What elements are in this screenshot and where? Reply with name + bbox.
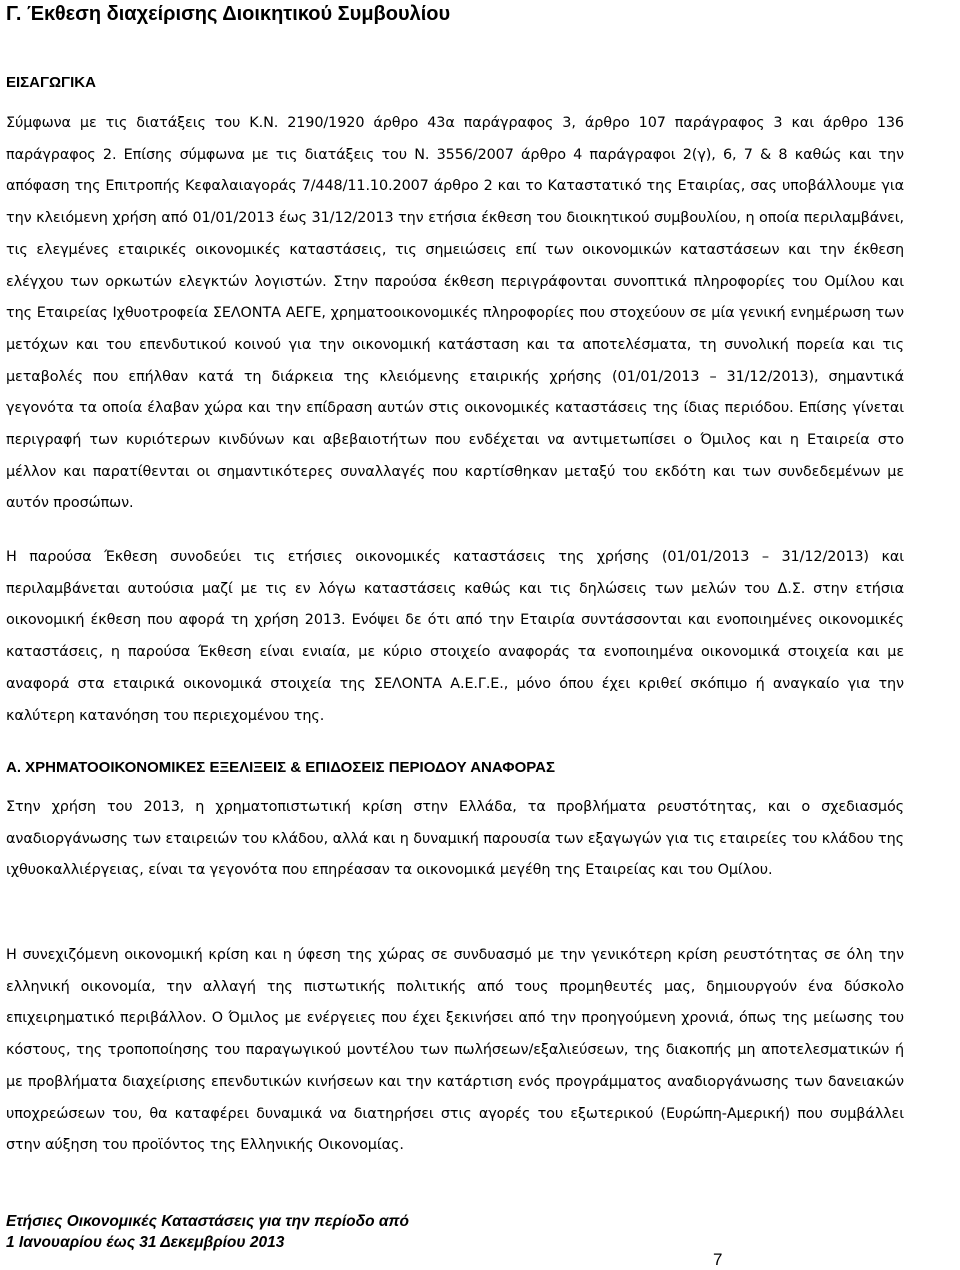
document-title: Γ. Έκθεση διαχείρισης Διοικητικού Συμβουλίου xyxy=(6,3,451,25)
section-a-paragraph-2: Η συνεχιζόμενη οικονομική κρίση και η ύφεση της χώρας σε συνδυασμό με την γενικότερη κρίση ρευστότητας σε όλη την ελληνική οικονομία, την αλλαγή της πιστωτικής πολιτικής από τους προμηθευτές μας, δημιουργούν ένα δύσκολο επιχειρηματικό περιβάλλον. Ο Όμιλος με ενέργειες που έχει ξεκινήσει από την προηγούμενη χρονιά, όπως της μείωσης του κόστους, της τροποποίησης του παραγωγικού μοντέλου των πωλήσεων/εξαλιεύσεων, της διακοπής μη αποτελεσματικών ή με προβλήματα διαχείρισης επενδυτικών κινήσεων και την κατάρτιση ενός προγράμματος αναδιοργάνωσης των δανειακών υποχρεώσεων του, θα καταφέρει δυναμικά να διατηρήσει στις αγορές του εξωτερικού (Ευρώπη-Αμερική) που συμβάλλει στην αύξηση του προϊόντος της Ελληνικής Οικονομίας. xyxy=(6,947,904,1154)
footer-line-2: 1 Ιανουαρίου έως 31 Δεκεμβρίου 2013 xyxy=(6,1234,285,1251)
intro-paragraph-2: Η παρούσα Έκθεση συνοδεύει τις ετήσιες οικονομικές καταστάσεις της χρήσης (01/01/2013 – 31/12/2013) και περιλαμβάνεται αυτούσια μαζί με τις εν λόγω καταστάσεις καθώς και τις δηλώσεις των μελών του Δ.Σ. στην ετήσια οικονομική έκθεση που αφορά τη χρήση 2013. Ενόψει δε ότι από την Εταιρία συντάσσονται και ενοποιημένες οικονομικές καταστάσεις, η παρούσα Έκθεση είναι ενιαία, με κύριο στοιχείο αναφοράς τα ενοποιημένα οικονομικά στοιχεία και με αναφορά στα εταιρικά οικονομικά στοιχεία της ΣΕΛΟΝΤΑ Α.Ε.Γ.Ε., μόνο όπου έχει κριθεί σκόπιμο ή αναγκαίο για την καλύτερη κατανόηση του περιεχομένου της. xyxy=(6,549,904,724)
page-footer xyxy=(6,1211,409,1253)
footer-divider xyxy=(6,1204,416,1205)
page-number: 7 xyxy=(713,1250,723,1269)
section-a-paragraph-1: Στην χρήση του 2013, η χρηματοπιστωτική κρίση στην Ελλάδα, τα προβλήματα ρευστότητας, και ο σχεδιασμός αναδιοργάνωσης των εταιρειών του κλάδου, αλλά και η δυναμική παρουσία των εξαγωγών για τις εταιρείες του κλάδου της ιχθυοκαλλιέργειας, είναι τα γεγονότα που επηρέασαν τα οικονομικά μεγέθη της Εταιρείας και του Ομίλου. xyxy=(6,799,904,879)
intro-heading: ΕΙΣΑΓΩΓΙΚΑ xyxy=(6,74,96,91)
intro-paragraph-1: Σύμφωνα με τις διατάξεις του Κ.Ν. 2190/1920 άρθρο 43α παράγραφος 3, άρθρο 107 παράγραφος 3 και άρθρο 136 παράγραφος 2. Επίσης σύμφωνα με τις διατάξεις του Ν. 3556/2007 άρθρο 4 παράγραφοι 2(γ), 6, 7 & 8 καθώς και την απόφαση της Επιτροπής Κεφαλαιαγοράς 7/448/11.10.2007 άρθρο 2 και το Καταστατικό της Εταιρίας, σας υποβάλλουμε για την κλειόμενη χρήση από 01/01/2013 έως 31/12/2013 την ετήσια έκθεση του διοικητικού συμβουλίου, η οποία περιλαμβάνει, τις ελεγμένες εταιρικές οικονομικές καταστάσεις, τις σημειώσεις επί των οικονομικών καταστάσεων και την έκθεση ελέγχου των ορκωτών ελεγκτών λογιστών. Στην παρούσα έκθεση περιγράφονται συνοπτικά πληροφορίες του Ομίλου και της Εταιρείας Ιχθυοτροφεία ΣΕΛΟΝΤΑ ΑΕΓΕ, χρηματοοικονομικές πληροφορίες που στοχεύουν σε μία γενική ενημέρωση των μετόχων και του επενδυτικού κοινού για την οικονομική κατάσταση και τα αποτελέσματα, τη συνολική πορεία και τις μεταβολές που επήλθαν κατά τη διάρκεια της κλειόμενης εταιρικής χρήσης (01/01/2013 – 31/12/2013), σημαντικά γεγονότα τα οποία έλαβαν χώρα και την επίδραση αυτών στις οικονομικές καταστάσεις της ίδιας περιόδου. Επίσης γίνεται περιγραφή των κυριότερων κινδύνων και αβεβαιοτήτων που ενδέχεται να αντιμετωπίσει ο Όμιλος και η Εταιρεία στο μέλλον και παρατίθενται οι σημαντικότερες συναλλαγές που καρτίσθηκαν μεταξύ του εκδότη και των συνδεδεμένων με αυτόν προσώπων. xyxy=(6,115,904,512)
section-a-heading: Α. ΧΡΗΜΑΤΟΟΙΚΟΝΟΜΙΚΕΣ ΕΞΕΛΙΞΕΙΣ & ΕΠΙΔΟΣΕΙΣ ΠΕΡΙΟΔΟΥ ΑΝΑΦΟΡΑΣ xyxy=(6,759,556,776)
footer-line-1: Ετήσιες Οικονομικές Καταστάσεις για την περίοδο από xyxy=(6,1213,409,1230)
